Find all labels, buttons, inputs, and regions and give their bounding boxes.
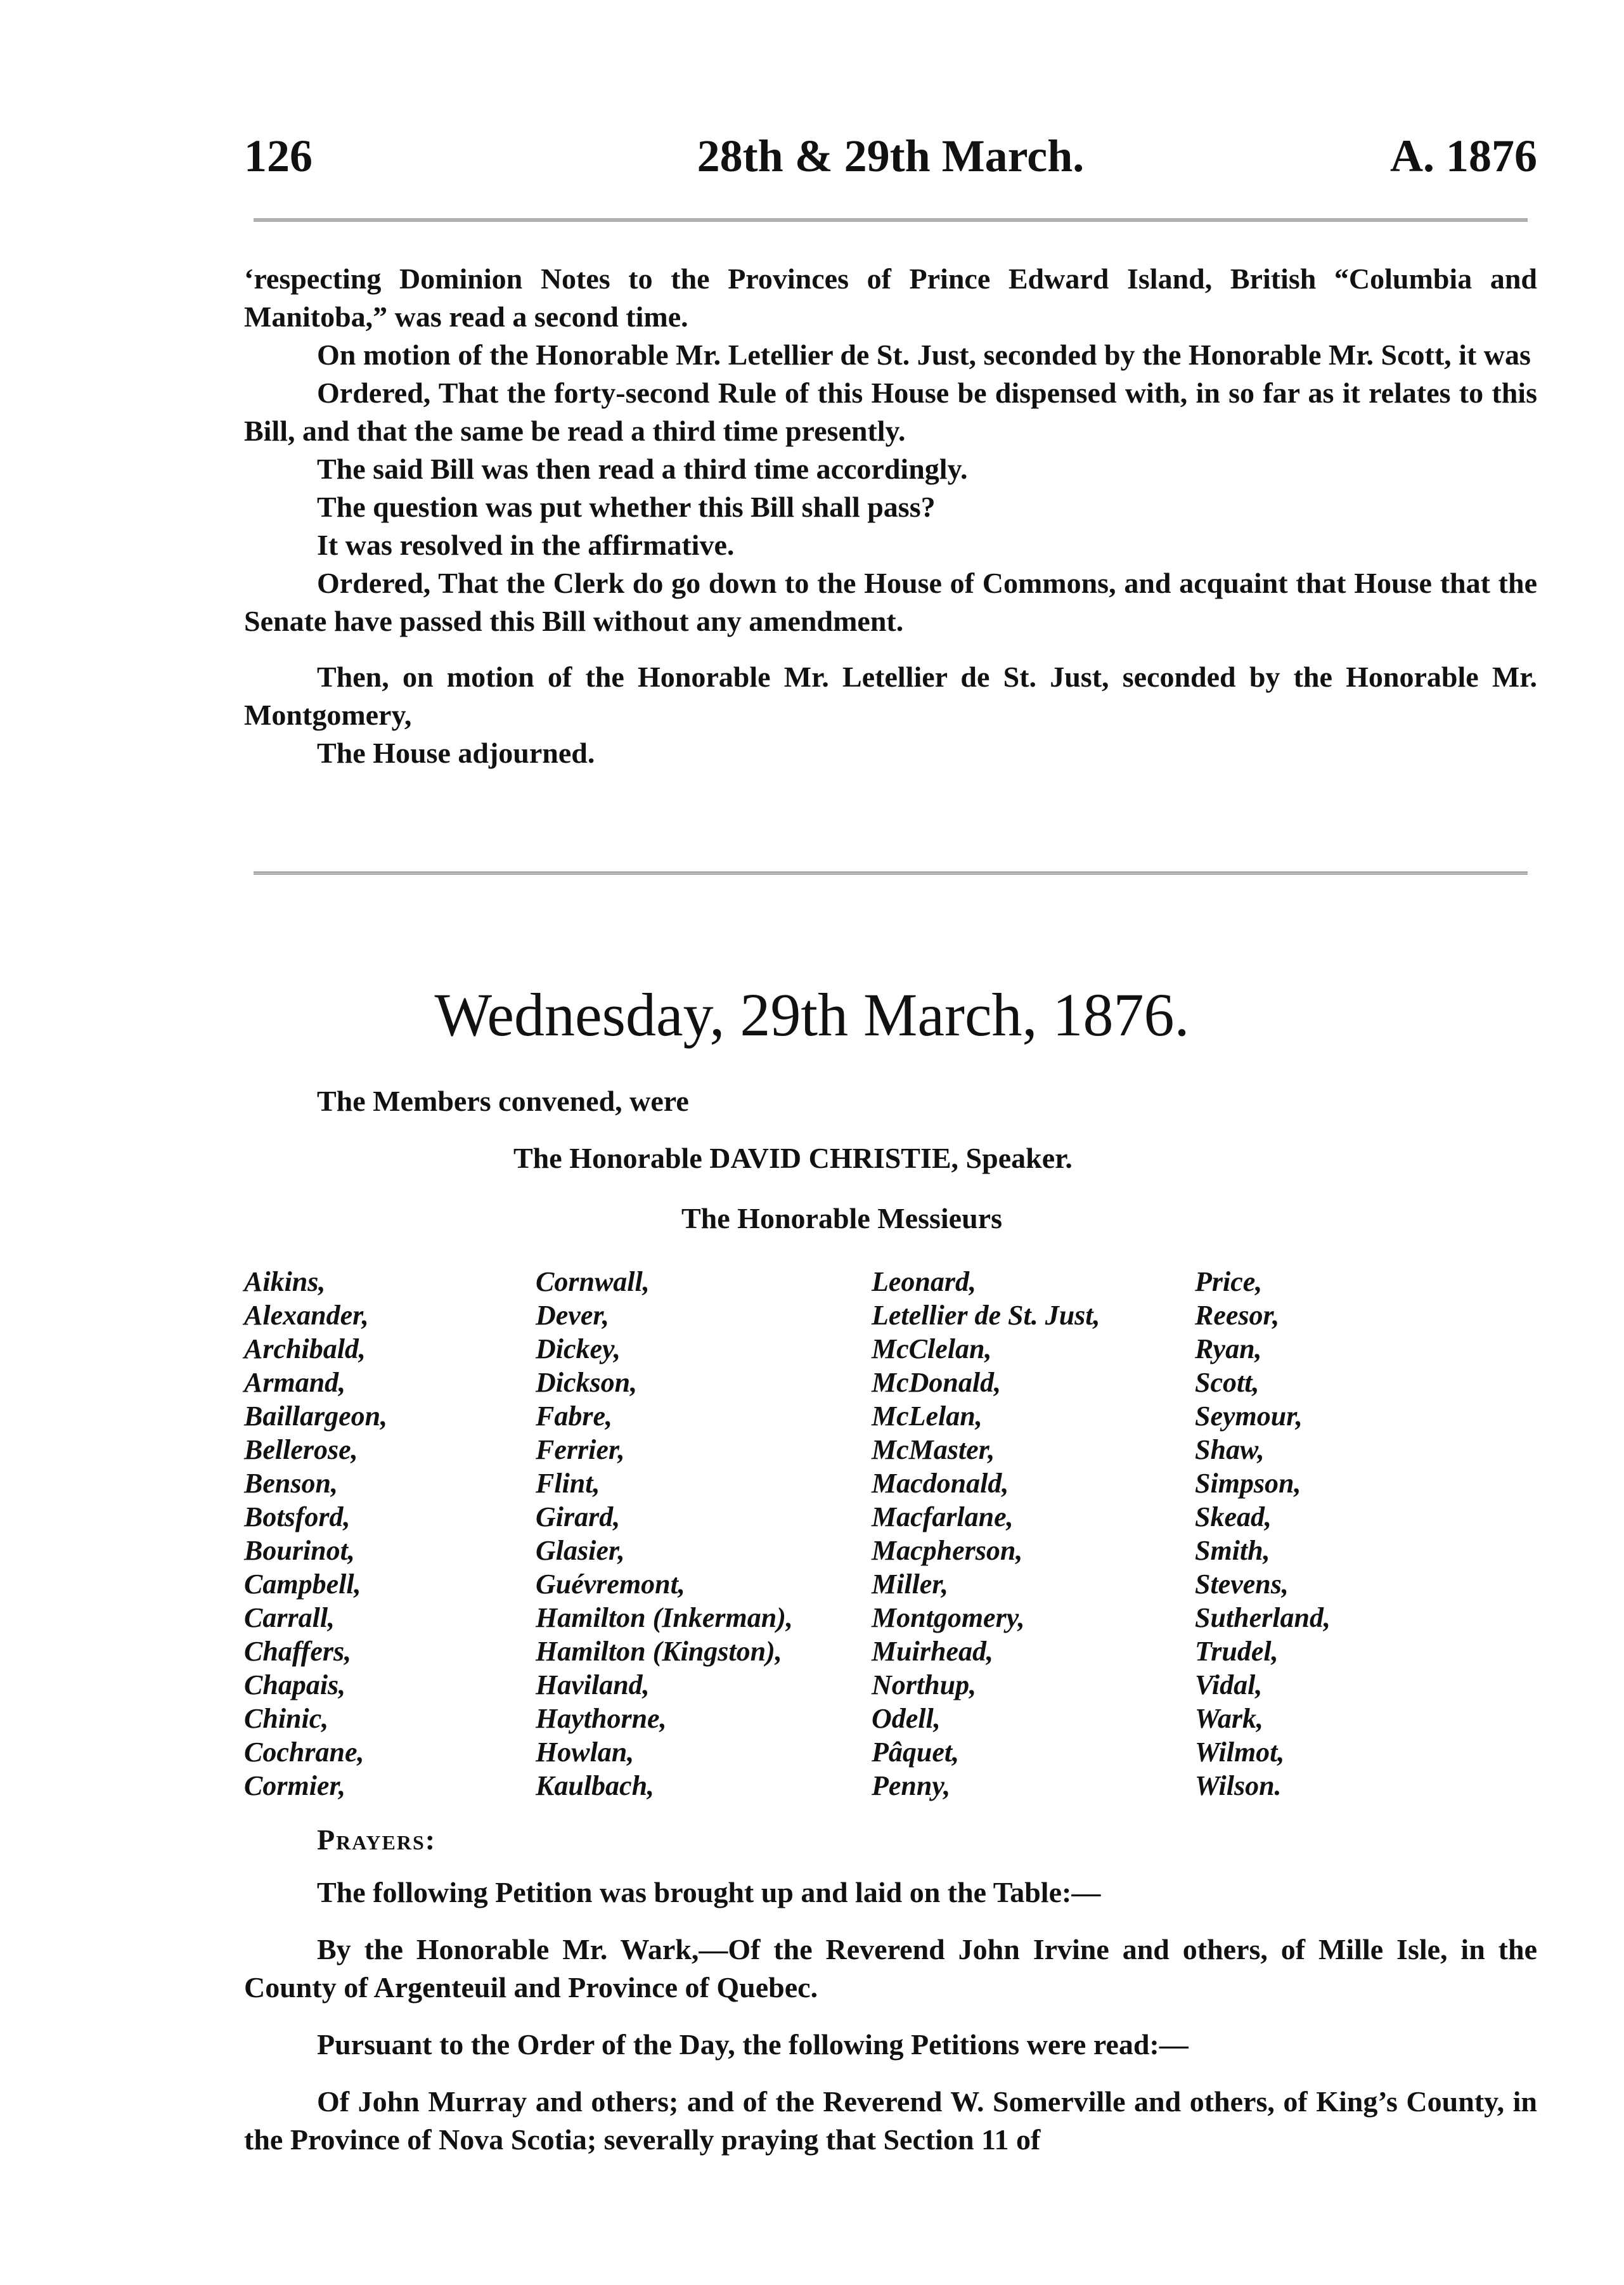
member-name: Carrall, xyxy=(244,1602,335,1633)
paragraph: The question was put whether this Bill shall pass? xyxy=(317,491,936,523)
member-name: Montgomery, xyxy=(872,1602,1025,1633)
member-name: Aikins, xyxy=(244,1266,326,1297)
member-name: Macdonald, xyxy=(872,1468,1009,1499)
member-name: Haviland, xyxy=(536,1669,650,1700)
member-name: Leonard, xyxy=(872,1266,976,1297)
member-name: McClelan, xyxy=(872,1333,992,1364)
header-date: 28th & 29th March. xyxy=(697,131,1085,181)
member-name: Simpson, xyxy=(1195,1468,1301,1499)
header-year: A. 1876 xyxy=(1390,131,1537,181)
member-name: Fabre, xyxy=(536,1401,612,1432)
member-name: Macfarlane, xyxy=(872,1501,1014,1532)
members-column-2 xyxy=(536,1265,793,1803)
member-name: Scott, xyxy=(1195,1367,1260,1398)
member-name: Wilmot, xyxy=(1195,1737,1285,1768)
member-name: Muirhead, xyxy=(872,1636,993,1667)
paragraph: Then, on motion of the Honorable Mr. Letellier de St. Just, seconded by the Honorable Mr. Montgomery, xyxy=(244,661,1537,731)
member-name: Chinic, xyxy=(244,1703,329,1734)
member-name: Hamilton (Inkerman), xyxy=(536,1602,793,1633)
member-name: Skead, xyxy=(1195,1501,1272,1532)
member-name: Stevens, xyxy=(1195,1569,1289,1600)
members-column-3 xyxy=(872,1265,1100,1803)
messieurs-line: The Honorable Messieurs xyxy=(681,1202,1002,1234)
member-name: Odell, xyxy=(872,1703,941,1734)
member-name: Chaffers, xyxy=(244,1636,352,1667)
member-name: Sutherland, xyxy=(1195,1602,1331,1633)
member-name: Archibald, xyxy=(244,1333,366,1364)
member-name: McMaster, xyxy=(872,1434,995,1465)
member-name: Dickson, xyxy=(536,1367,638,1398)
member-name: Wark, xyxy=(1195,1703,1263,1734)
member-name: Macpherson, xyxy=(872,1535,1023,1566)
paragraph: It was resolved in the affirmative. xyxy=(317,529,735,561)
paragraph: The following Petition was brought up and laid on the Table:— xyxy=(317,1876,1101,1908)
paragraph: ‘respecting Dominion Notes to the Provinces of Prince Edward Island, British “Columbia and Manitoba,” was read a second time. xyxy=(244,262,1537,333)
member-name: Cormier, xyxy=(244,1770,346,1801)
paragraph: The said Bill was then read a third time accordingly. xyxy=(317,453,968,485)
section-2 xyxy=(244,1874,1537,2159)
member-name: Ryan, xyxy=(1195,1333,1262,1364)
member-name: Campbell, xyxy=(244,1569,361,1600)
member-name: Bellerose, xyxy=(244,1434,358,1465)
member-name: Seymour, xyxy=(1195,1401,1303,1432)
member-name: Glasier, xyxy=(536,1535,625,1566)
member-name: Cochrane, xyxy=(244,1737,364,1768)
member-name: Benson, xyxy=(244,1468,338,1499)
member-name: Wilson. xyxy=(1195,1770,1282,1801)
member-name: Bourinot, xyxy=(244,1535,355,1566)
member-name: McDonald, xyxy=(872,1367,1002,1398)
section-rule xyxy=(254,872,1528,877)
members-column-1 xyxy=(244,1265,387,1803)
member-name: Dever, xyxy=(536,1300,610,1331)
member-name: Chapais, xyxy=(244,1669,346,1700)
member-name: Kaulbach, xyxy=(536,1770,655,1801)
members-column-4 xyxy=(1195,1265,1331,1803)
paragraph: Ordered, That the Clerk do go down to the House of Commons, and acquaint that House that the Senate have passed this Bill without any amendment. xyxy=(244,567,1537,637)
member-name: Alexander, xyxy=(244,1300,369,1331)
member-name: Guévremont, xyxy=(536,1569,685,1600)
paragraph: By the Honorable Mr. Wark,—Of the Reverend John Irvine and others, of Mille Isle, in the County of Argenteuil and Province of Quebec. xyxy=(244,1933,1537,2003)
paragraph: Pursuant to the Order of the Day, the following Petitions were read:— xyxy=(317,2028,1189,2061)
member-name: Flint, xyxy=(536,1468,600,1499)
member-name: Cornwall, xyxy=(536,1266,650,1297)
member-name: Reesor, xyxy=(1195,1300,1280,1331)
page-number: 126 xyxy=(244,131,313,181)
paragraph: On motion of the Honorable Mr. Letellier de St. Just, seconded by the Honorable Mr. Scott, it was xyxy=(317,339,1531,371)
member-name: Haythorne, xyxy=(536,1703,667,1734)
section-1 xyxy=(244,260,1537,772)
members-list xyxy=(244,1265,1537,1804)
member-name: Pâquet, xyxy=(872,1737,960,1768)
member-name: Hamilton (Kingston), xyxy=(536,1636,782,1667)
paragraph: Of John Murray and others; and of the Reverend W. Somerville and others, of King’s County, in the Province of Nova Scotia; severally praying that Section 11 of xyxy=(244,2085,1537,2156)
paragraph: Ordered, That the forty-second Rule of this House be dispensed with, in so far as it relates to this Bill, and that the same be read a third time presently. xyxy=(244,377,1537,447)
member-name: Botsford, xyxy=(244,1501,351,1532)
member-name: Shaw, xyxy=(1195,1434,1265,1465)
member-name: Miller, xyxy=(872,1569,949,1600)
member-name: McLelan, xyxy=(872,1401,983,1432)
member-name: Northup, xyxy=(872,1669,977,1700)
day-title: Wednesday, 29th March, 1876. xyxy=(434,981,1190,1049)
speaker-line: The Honorable DAVID CHRISTIE, Speaker. xyxy=(513,1142,1073,1174)
member-name: Penny, xyxy=(872,1770,951,1801)
member-name: Howlan, xyxy=(536,1737,635,1768)
member-name: Dickey, xyxy=(536,1333,621,1364)
member-name: Armand, xyxy=(244,1367,346,1398)
member-name: Baillargeon, xyxy=(244,1401,388,1432)
convened-line: The Members convened, were xyxy=(317,1085,689,1117)
member-name: Trudel, xyxy=(1195,1636,1279,1667)
member-name: Smith, xyxy=(1195,1535,1270,1566)
header-rule xyxy=(254,219,1528,224)
member-name: Girard, xyxy=(536,1501,621,1532)
member-name: Letellier de St. Just, xyxy=(872,1300,1100,1331)
member-name: Ferrier, xyxy=(536,1434,625,1465)
member-name: Price, xyxy=(1195,1266,1263,1297)
paragraph: The House adjourned. xyxy=(317,737,595,769)
prayers-heading: Prayers: xyxy=(317,1823,437,1856)
page-header xyxy=(244,130,1537,187)
member-name: Vidal, xyxy=(1195,1669,1263,1700)
